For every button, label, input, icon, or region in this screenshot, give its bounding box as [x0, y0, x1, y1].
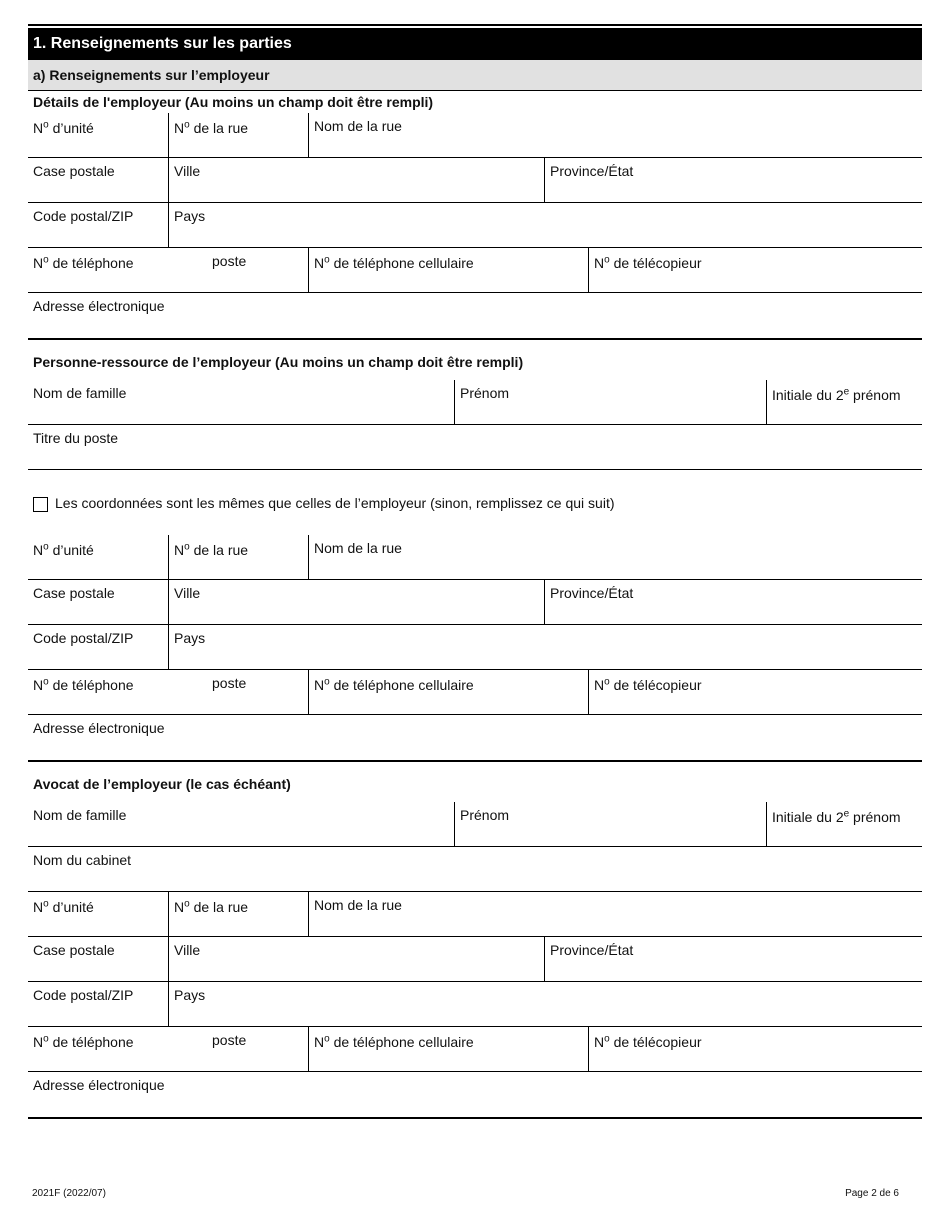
employer-province-field[interactable]: [544, 158, 922, 202]
lawyer-province-field[interactable]: [544, 937, 922, 981]
no-abbrev: N: [33, 677, 44, 693]
lawyer-address-row-3: [28, 982, 922, 1027]
page-number: Page 2 de 6: [845, 1188, 899, 1199]
province-label: Province/État: [550, 585, 634, 601]
no-abbrev: N: [33, 255, 44, 271]
postal-code-label: Code postal/ZIP: [33, 630, 134, 646]
contact-country-field[interactable]: [168, 625, 922, 669]
no-abbrev-sup: o: [43, 898, 49, 910]
no-abbrev: N: [33, 542, 44, 558]
street-number-label: de la rue: [189, 899, 249, 915]
postal-code-label: Code postal/ZIP: [33, 208, 134, 224]
street-name-label: Nom de la rue: [314, 118, 402, 134]
contact-postal-code-field[interactable]: [28, 625, 168, 669]
province-label: Province/État: [550, 942, 634, 958]
separator-rule: [28, 1117, 922, 1119]
fax-label: de télécopieur: [609, 1034, 702, 1050]
middle-initial-sup: e: [843, 386, 850, 398]
lawyer-last-name-field[interactable]: [28, 802, 454, 846]
cell-label: de téléphone cellulaire: [329, 255, 474, 271]
job-title-label: Titre du poste: [33, 430, 119, 446]
last-name-label: Nom de famille: [33, 807, 127, 823]
employer-unit-field[interactable]: [28, 113, 168, 157]
contact-phone-ext-label: poste: [212, 675, 247, 691]
no-abbrev-sup: o: [43, 541, 49, 553]
lawyer-first-name-field[interactable]: [454, 802, 766, 846]
contact-address-row-1: [28, 535, 922, 580]
phone-label: de téléphone: [48, 1034, 134, 1050]
form-code: 2021F (2022/07): [32, 1188, 106, 1199]
middle-initial-label: Initiale du 2: [772, 387, 844, 403]
no-abbrev-sup: o: [604, 254, 610, 266]
no-abbrev-sup: o: [43, 254, 49, 266]
province-label: Province/État: [550, 163, 634, 179]
no-abbrev-sup: o: [43, 676, 49, 688]
contact-email-field[interactable]: [28, 715, 922, 760]
lawyer-email-row: [28, 1072, 922, 1117]
first-name-label: Prénom: [460, 807, 510, 823]
employer-phone-field[interactable]: [28, 248, 308, 292]
no-abbrev: N: [174, 120, 185, 136]
email-label: Adresse électronique: [33, 298, 165, 314]
country-label: Pays: [174, 630, 206, 646]
cell-label: de téléphone cellulaire: [329, 677, 474, 693]
email-label: Adresse électronique: [33, 1077, 165, 1093]
country-label: Pays: [174, 208, 206, 224]
section-title: 1. Renseignements sur les parties: [28, 28, 922, 60]
contact-name-row: [28, 380, 922, 425]
employer-po-box-field[interactable]: [28, 158, 168, 202]
employer-postal-code-field[interactable]: [28, 203, 168, 247]
middle-initial-label: Initiale du 2: [772, 809, 844, 825]
contact-phone-field[interactable]: [28, 670, 308, 714]
contact-job-title-field[interactable]: [28, 425, 922, 469]
employer-address-row-3: [28, 203, 922, 248]
no-abbrev: N: [594, 1034, 605, 1050]
contact-cell-field[interactable]: [308, 670, 588, 714]
phone-label: de téléphone: [48, 255, 134, 271]
lawyer-postal-code-field[interactable]: [28, 982, 168, 1026]
employer-city-field[interactable]: [168, 158, 544, 202]
lawyer-middle-initial-field[interactable]: [766, 802, 922, 846]
email-label: Adresse électronique: [33, 720, 165, 736]
employer-address-row-1: [28, 113, 922, 158]
employer-details-title: Détails de l'employeur (Au moins un champ doit être rempli): [33, 94, 434, 110]
lawyer-street-number-field[interactable]: [168, 892, 308, 936]
lawyer-unit-field[interactable]: [28, 892, 168, 936]
section-subtitle: a) Renseignements sur l’employeur: [28, 60, 922, 91]
fax-label: de télécopieur: [609, 677, 702, 693]
no-abbrev-sup: o: [43, 1033, 49, 1045]
street-number-label: de la rue: [189, 120, 249, 136]
street-number-label: de la rue: [189, 542, 249, 558]
phone-label: de téléphone: [48, 677, 134, 693]
contact-po-box-field[interactable]: [28, 580, 168, 624]
no-abbrev-sup: o: [324, 1033, 330, 1045]
lawyer-firm-row: [28, 847, 922, 892]
contact-address-row-3: [28, 625, 922, 670]
lawyer-name-row: [28, 802, 922, 847]
city-label: Ville: [174, 163, 201, 179]
unit-label: d’unité: [48, 899, 94, 915]
unit-label: d’unité: [48, 542, 94, 558]
lawyer-phone-row: [28, 1027, 922, 1072]
lawyer-fax-field[interactable]: [588, 1027, 922, 1071]
no-abbrev: N: [314, 1034, 325, 1050]
first-name-label: Prénom: [460, 385, 510, 401]
contact-street-number-field[interactable]: [168, 535, 308, 579]
fax-label: de télécopieur: [609, 255, 702, 271]
no-abbrev: N: [174, 542, 185, 558]
no-abbrev: N: [33, 120, 44, 136]
street-name-label: Nom de la rue: [314, 897, 402, 913]
contact-fax-field[interactable]: [588, 670, 922, 714]
city-label: Ville: [174, 942, 201, 958]
contact-city-field[interactable]: [168, 580, 544, 624]
contact-title: Personne-ressource de l’employeur (Au moins un champ doit être rempli): [33, 354, 524, 370]
firm-label: Nom du cabinet: [33, 852, 132, 868]
no-abbrev: N: [174, 899, 185, 915]
lawyer-cell-field[interactable]: [308, 1027, 588, 1071]
employer-country-field[interactable]: [168, 203, 922, 247]
contact-job-title-row: [28, 425, 922, 470]
same-address-option: [28, 470, 922, 535]
lawyer-title: Avocat de l’employeur (le cas échéant): [33, 776, 291, 792]
no-abbrev-sup: o: [184, 541, 190, 553]
same-address-label: Les coordonnées sont les mêmes que celles de l’employeur (sinon, remplissez ce qui suit): [55, 494, 615, 511]
contact-province-field[interactable]: [544, 580, 922, 624]
city-label: Ville: [174, 585, 201, 601]
application-form-page: [28, 24, 922, 1119]
contact-first-name-field[interactable]: [454, 380, 766, 424]
contact-address-row-2: [28, 580, 922, 625]
lawyer-email-field[interactable]: [28, 1072, 922, 1117]
postal-code-label: Code postal/ZIP: [33, 987, 134, 1003]
lawyer-phone-ext-label: poste: [212, 1032, 247, 1048]
same-address-checkbox[interactable]: [33, 497, 48, 512]
no-abbrev-sup: o: [324, 254, 330, 266]
lawyer-address-row-1: [28, 892, 922, 937]
employer-fax-field[interactable]: [588, 248, 922, 292]
no-abbrev-sup: o: [324, 676, 330, 688]
employer-street-number-field[interactable]: [168, 113, 308, 157]
country-label: Pays: [174, 987, 206, 1003]
employer-street-name-field[interactable]: [308, 113, 922, 157]
lawyer-po-box-field[interactable]: [28, 937, 168, 981]
lawyer-address-row-2: [28, 937, 922, 982]
lawyer-firm-field[interactable]: [28, 847, 922, 891]
no-abbrev: N: [594, 255, 605, 271]
po-box-label: Case postale: [33, 163, 115, 179]
no-abbrev: N: [594, 677, 605, 693]
lawyer-phone-field[interactable]: [28, 1027, 308, 1071]
no-abbrev: N: [33, 1034, 44, 1050]
middle-initial-label-end: prénom: [849, 387, 901, 403]
lawyer-street-name-field[interactable]: [308, 892, 922, 936]
employer-phone-row: [28, 248, 922, 293]
no-abbrev: N: [314, 255, 325, 271]
po-box-label: Case postale: [33, 942, 115, 958]
employer-phone-ext-label: poste: [212, 253, 247, 269]
street-name-label: Nom de la rue: [314, 540, 402, 556]
employer-email-field[interactable]: [28, 293, 922, 338]
lawyer-city-field[interactable]: [168, 937, 544, 981]
lawyer-country-field[interactable]: [168, 982, 922, 1026]
contact-unit-field[interactable]: [28, 535, 168, 579]
no-abbrev-sup: o: [604, 1033, 610, 1045]
no-abbrev-sup: o: [43, 119, 49, 131]
unit-label: d’unité: [48, 120, 94, 136]
employer-cell-field[interactable]: [308, 248, 588, 292]
no-abbrev: N: [314, 677, 325, 693]
contact-last-name-field[interactable]: [28, 380, 454, 424]
contact-phone-row: [28, 670, 922, 715]
no-abbrev-sup: o: [184, 119, 190, 131]
employer-address-row-2: [28, 158, 922, 203]
contact-email-row: [28, 715, 922, 760]
middle-initial-sup: e: [843, 808, 850, 820]
no-abbrev: N: [33, 899, 44, 915]
no-abbrev-sup: o: [184, 898, 190, 910]
po-box-label: Case postale: [33, 585, 115, 601]
employer-email-row: [28, 293, 922, 338]
cell-label: de téléphone cellulaire: [329, 1034, 474, 1050]
contact-middle-initial-field[interactable]: [766, 380, 922, 424]
no-abbrev-sup: o: [604, 676, 610, 688]
middle-initial-label-end: prénom: [849, 809, 901, 825]
last-name-label: Nom de famille: [33, 385, 127, 401]
contact-street-name-field[interactable]: [308, 535, 922, 579]
